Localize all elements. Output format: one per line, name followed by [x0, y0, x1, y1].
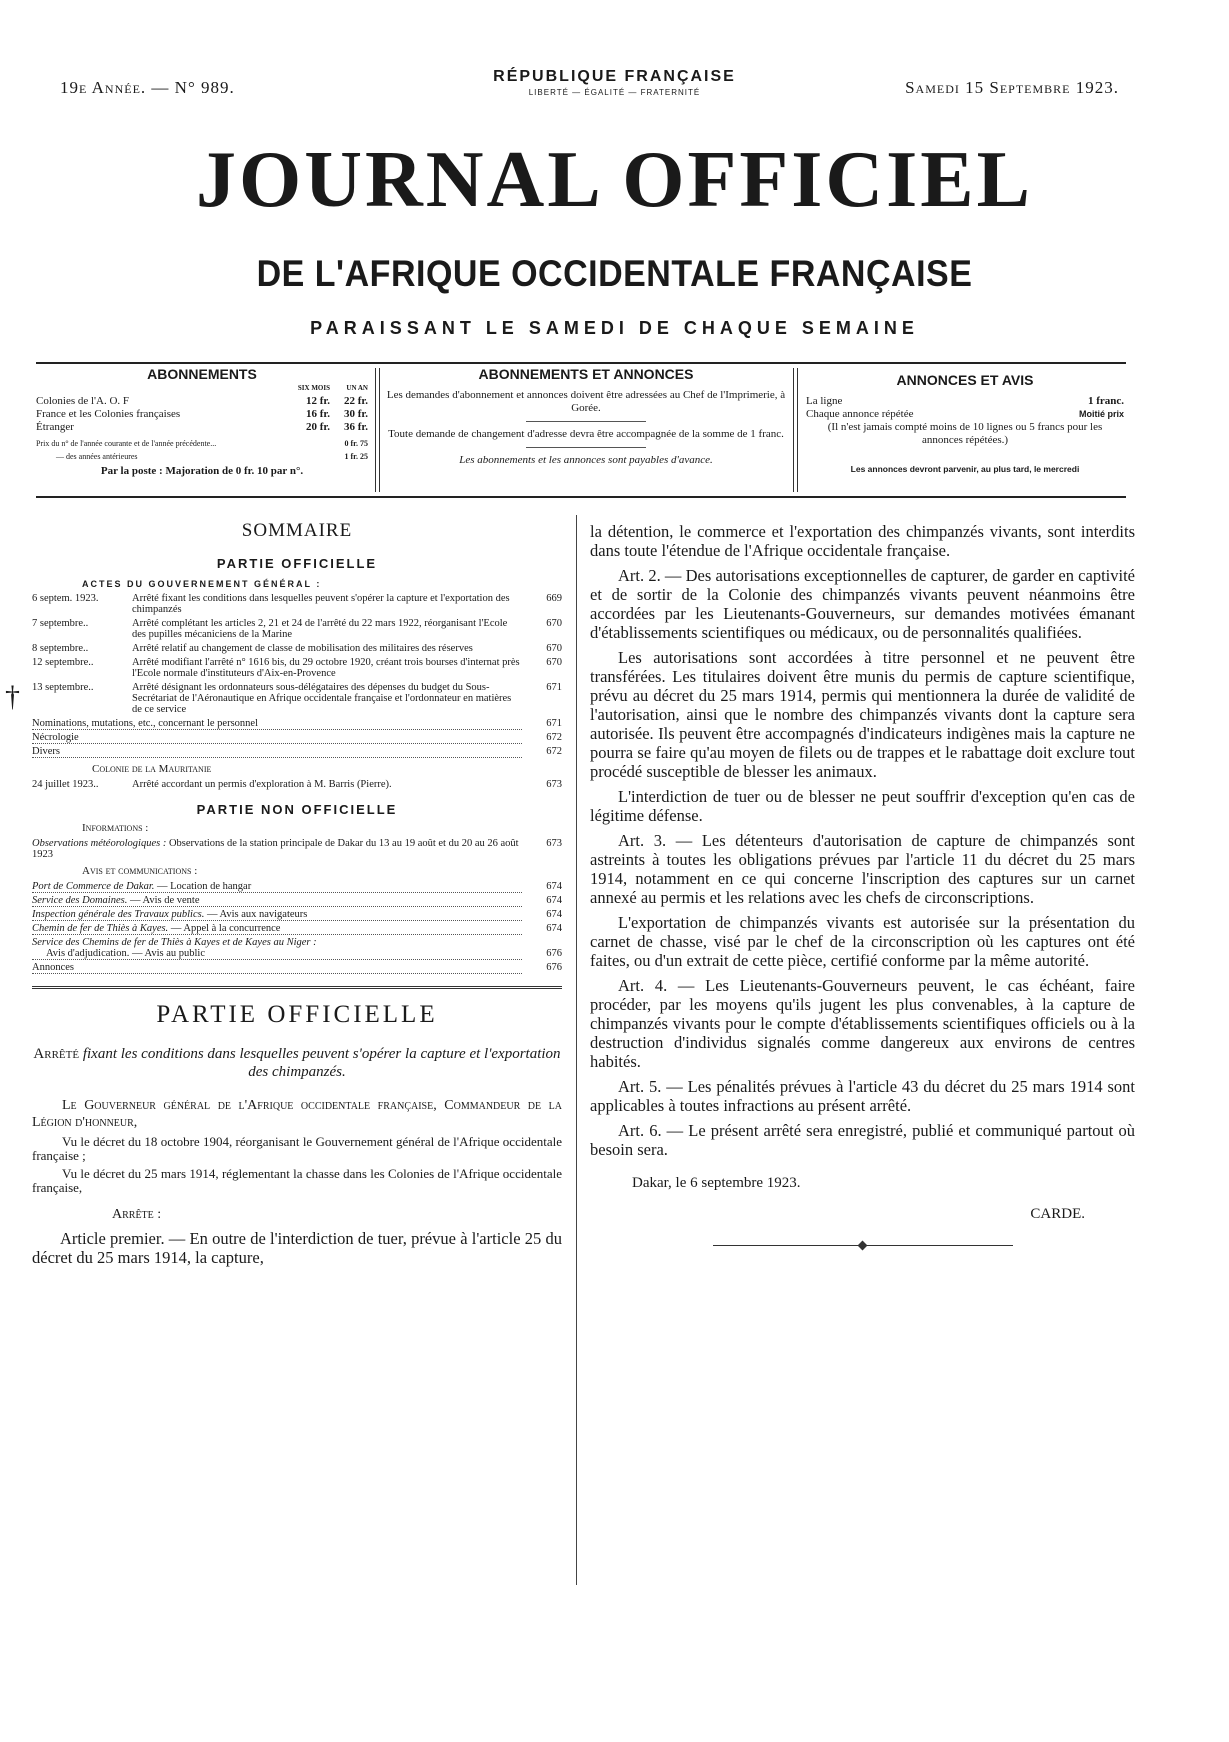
right-column — [590, 522, 1135, 1246]
decrees-heading: Arrête : — [112, 1207, 162, 1222]
payment-notice: Les abonnements et les annonces sont payables d'avance. — [459, 454, 713, 466]
official-part-title: PARTIE OFFICIELLE — [156, 1001, 438, 1028]
article-two-paragraph: L'interdiction de tuer ou de blesser ne peut souffrir d'exception qu'en cas de légitime défense. — [590, 787, 1135, 825]
subscription-row: France et les Colonies françaises 16 fr. 30 fr. — [36, 408, 368, 420]
toc-entry: 12 septembre.. Arrêté modifiant l'arrêté n° 1616 bis, du 29 octobre 1920, créant trois bourses d'internat près l'Ecole normale d'instituteurs d'Aix-en-Provence 670 — [32, 657, 562, 679]
six-months-header: SIX MOIS — [297, 384, 330, 392]
table-of-contents — [32, 593, 562, 974]
divider — [526, 447, 646, 448]
article-two-paragraph: Les autorisations sont accordées à titre personnel et ne peuvent être transférées. Les titulaires doivent être munis du permis de capture scientifique, prévu au décret du 25 mars 1914, permis qui mentionnera la durée de validité de l'autorisation, ainsi que le nombre des chimpanzés vivants dont la capture sera autorisée. Ils peuvent être accompagnés d'indicateurs indigènes mais la capture ne pourra se faire qu'au moyen de filets ou de trappes et le rabattage doit exclure tout procédé susceptible de blesser les animaux. — [590, 648, 1135, 781]
ads-deadline-notice: Les annonces devront parvenir, au plus tard, le mercredi — [850, 464, 1080, 474]
subscriptions-title: ABONNEMENTS — [147, 366, 257, 382]
ads-title: ANNONCES ET AVIS — [896, 372, 1034, 388]
box-divider — [375, 368, 376, 492]
decree-subject: fixant les conditions dans lesquelles peuvent s'opérer la capture et l'exportation des chimpanzés. — [82, 1046, 561, 1080]
one-year-header: UN AN — [346, 384, 368, 392]
toc-misc-entry: Nécrologie 672 — [32, 732, 562, 743]
subscriptions-ads-title: ABONNEMENTS ET ANNONCES — [478, 366, 694, 382]
toc-avis-entry: Chemin de fer de Thiès à Kayes. — Appel à la concurrence 674 — [32, 923, 562, 934]
issue-number: 19e Année. — N° 989. — [60, 78, 235, 97]
informations-heading: Informations : — [82, 822, 149, 834]
subscriptions-ads-column — [386, 368, 786, 492]
article-five: Art. 5. — Les pénalités prévues à l'article 43 du décret du 25 mars 1914 sont applicables à toutes infractions au présent arrêté. — [590, 1077, 1135, 1115]
decree-title — [32, 1045, 562, 1081]
railway-heading: Service des Chemins de fer de Thiès à Kayes et de Kayes au Niger : — [32, 937, 317, 948]
article-four: Art. 4. — Les Lieutenants-Gouverneurs peuvent, le cas échéant, faire procéder, par les moyens qu'ils jugent les plus convenables, à la capture de chimpanzés vivants pour le compte d'établissements scientifiques officiels ou à la destruction d'individus signalés comme dangereux aux environs de centres habités. — [590, 976, 1135, 1071]
end-rule — [713, 1245, 1013, 1246]
toc-misc-entry: Nominations, mutations, etc., concernant le personnel 671 — [32, 718, 562, 729]
ads-minimum-notice: (Il n'est jamais compté moins de 10 lignes ou 5 francs pour les annonces répétées.) — [827, 421, 1103, 446]
ads-line-price: La ligne 1 franc. — [806, 395, 1124, 407]
divider — [526, 421, 646, 422]
toc-entry: 8 septembre.. Arrêté relatif au changement de classe de mobilisation des militaires des réserves 670 — [32, 643, 562, 654]
issue-date: Samedi 15 Septembre 1923. — [905, 78, 1119, 97]
sommaire-title: SOMMAIRE — [241, 520, 353, 541]
sommaire-non-official-title: PARTIE NON OFFICIELLE — [196, 802, 398, 817]
subscription-row: Colonies de l'A. O. F 12 fr. 22 fr. — [36, 395, 368, 407]
article-one-continued: la détention, le commerce et l'exportation des chimpanzés vivants, sont interdits dans toute l'étendue de l'Afrique occidentale française. — [590, 522, 1135, 560]
decree-label: Arrêté — [33, 1046, 80, 1062]
left-column — [32, 520, 562, 1273]
toc-entry: Observations météorologiques : Observations de la station principale de Dakar du 13 au 19 août et du 20 au 26 août 1923 673 — [32, 838, 562, 860]
ads-repeat-price: Chaque annonce répétée Moitié prix — [806, 408, 1124, 420]
toc-avis-entry: Avis d'adjudication. — Avis au public 676 — [32, 948, 562, 960]
subscriptions-column — [36, 368, 368, 492]
governor-preamble: Le Gouverneur général de l'Afrique occidentale française, Commandeur de la Légion d'honneur, — [32, 1098, 562, 1130]
toc-avis-entry: Port de Commerce de Dakar. — Location de hangar 674 — [32, 881, 562, 892]
toc-avis-entry: Service des Domaines. — Avis de vente 674 — [32, 895, 562, 906]
box-divider — [379, 368, 380, 492]
article-two: Art. 2. — Des autorisations exceptionnelles de capturer, de garder en captivité et de sortir de la Colonie des chimpanzés vivants peuvent néanmoins être accordées par les Lieutenants-Gouverneurs, sur demandes motivées émanant d'établissements scientifiques ou médicaux, ou de personnalités qualifiées. — [590, 566, 1135, 642]
subscriptions-header-row — [36, 382, 368, 395]
avis-heading: Avis et communications : — [82, 865, 198, 877]
article-three: Art. 3. — Les détenteurs d'autorisation de capture de chimpanzés sont astreints à toutes les obligations prévues par l'article 11 du décret du 25 mars 1914, notamment en ce qui concerne l'inscription des captures sur un carnet annexé au permis et les relations avec les chefs de circonscriptions. — [590, 831, 1135, 907]
decree-body — [590, 522, 1135, 1159]
signature: CARDE. — [1030, 1206, 1085, 1222]
price-row-previous: — des années antérieures 1 fr. 25 — [56, 452, 368, 461]
toc-entry: 24 juillet 1923.. Arrêté accordant un permis d'exploration à M. Barris (Pierre). 673 — [32, 779, 562, 790]
address-change-notice: Toute demande de changement d'adresse devra être accompagnée de la somme de 1 franc. — [388, 428, 784, 440]
subscription-box — [36, 362, 1126, 498]
republic-name: RÉPUBLIQUE FRANÇAISE — [493, 68, 736, 85]
article-six: Art. 6. — Le présent arrêté sera enregistré, publié et communiqué partout où besoin sera. — [590, 1121, 1135, 1159]
journal-title: JOURNAL OFFICIEL — [196, 136, 1033, 224]
ads-column — [806, 368, 1124, 492]
price-row-current: Prix du n° de l'année courante et de l'année précédente... 0 fr. 75 — [36, 439, 368, 448]
toc-avis-entry: Inspection générale des Travaux publics. — Avis aux navigateurs 674 — [32, 909, 562, 920]
whereas-clause: Vu le décret du 18 octobre 1904, réorganisant le Gouvernement général de l'Afrique occidentale française ; — [32, 1134, 562, 1163]
whereas-clause: Vu le décret du 25 mars 1914, réglementant la chasse dans les Colonies de l'Afrique occidentale française, — [32, 1166, 562, 1195]
acts-heading: ACTES DU GOUVERNEMENT GÉNÉRAL : — [82, 579, 322, 589]
address-notice: Les demandes d'abonnement et annonces doivent être adressées au Chef de l'Imprimerie, à Gorée. — [386, 389, 786, 414]
box-divider — [793, 368, 794, 492]
article-three-paragraph: L'exportation de chimpanzés vivants est autorisée sur la présentation du carnet de chasse, visé par le chef de la circonscription où les captures ont été faites, ou d'un extrait de cette pièce, certifié conforme par la même autorité. — [590, 913, 1135, 970]
toc-entry: 13 septembre.. Arrêté désignant les ordonnateurs sous-délégataires des dépenses du budget du Sous-Secrétariat de l'Aéronautique en Afrique occidentale française et l'ordonnateur en matières de ce service 671 — [32, 682, 562, 715]
place-date: Dakar, le 6 septembre 1923. — [632, 1175, 801, 1191]
toc-annonces-entry: Annonces 676 — [32, 962, 562, 973]
journal-subtitle: DE L'AFRIQUE OCCIDENTALE FRANÇAISE — [256, 253, 973, 295]
sommaire-official-title: PARTIE OFFICIELLE — [216, 556, 378, 571]
article-one: Article premier. — En outre de l'interdiction de tuer, prévue à l'article 25 du décret du 25 mars 1914, la capture, — [32, 1229, 562, 1267]
margin-mark: † — [5, 680, 20, 713]
postal-surcharge: Par la poste : Majoration de 0 fr. 10 par n°. — [100, 465, 304, 477]
publication-frequency: PARAISSANT LE SAMEDI DE CHAQUE SEMAINE — [310, 318, 919, 338]
subscription-row: Étranger 20 fr. 36 fr. — [36, 421, 368, 433]
toc-entry: 6 septem. 1923. Arrêté fixant les conditions dans lesquelles peuvent s'opérer la capture et l'exportation des chimpanzés 669 — [32, 593, 562, 615]
column-separator — [576, 515, 577, 1585]
toc-entry: 7 septembre.. Arrêté complétant les articles 2, 21 et 24 de l'arrêté du 22 mars 1922, réorganisant l'Ecole des pupilles mécaniciens de la Marine 670 — [32, 618, 562, 640]
toc-misc-entry: Divers 672 — [32, 746, 562, 757]
mauritanie-heading: Colonie de la Mauritanie — [92, 763, 212, 775]
box-divider — [797, 368, 798, 492]
republic-motto: LIBERTÉ — ÉGALITÉ — FRATERNITÉ — [528, 88, 701, 97]
section-rule — [32, 986, 562, 989]
